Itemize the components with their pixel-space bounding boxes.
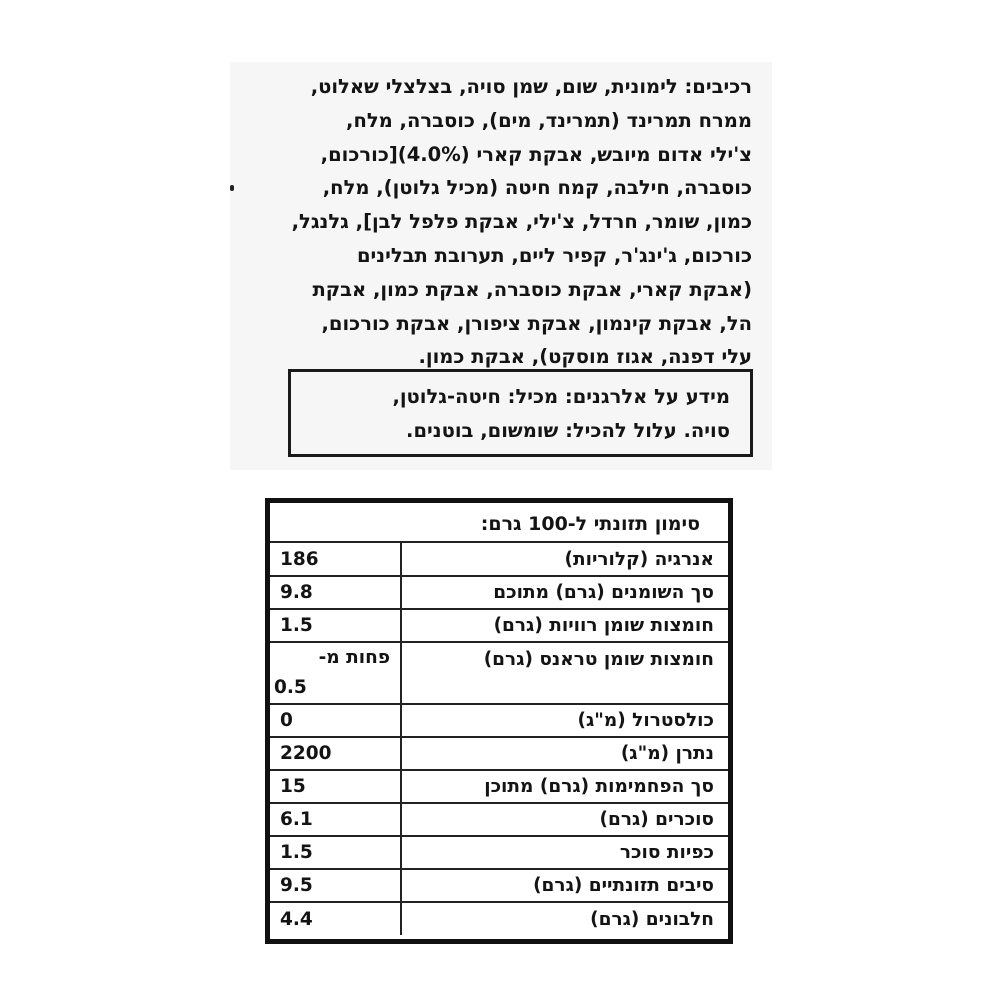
ingredients-line: רכיבים: לימונית, שום, שמן סויה, בצלצלי שאלוט, [310, 75, 752, 98]
nutrition-row [270, 869, 728, 902]
nutrition-row [270, 836, 728, 869]
nutrient-value: 1.5 [270, 609, 401, 642]
nutrient-name: כולסטרול (מ"ג) [401, 704, 728, 737]
ingredients-line: צ'ילי אדום מיובש, אבקת קארי (4.0%)[כורכום, [320, 142, 752, 166]
nutrient-value: 2200 [270, 737, 401, 770]
nutrient-value-prefix: פחות מ- [318, 647, 390, 668]
nutrition-row [270, 737, 728, 770]
nutrient-value: 186 [270, 543, 401, 576]
nutrient-name: סך השומנים (גרם) מתוכם [401, 576, 728, 609]
nutrient-name: סיבים תזונתיים (גרם) [401, 869, 728, 902]
nutrient-value: 0 [270, 704, 401, 737]
allergen-line: מידע על אלרגנים: מכיל: חיטה-גלוטן, [392, 385, 730, 408]
nutrient-name: סך הפחמימות (גרם) מתוכן [401, 770, 728, 803]
nutrition-facts-panel [265, 498, 733, 944]
ingredients-line: כורכום, ג'ינג'ר, קפיר ליים, תערובת תבלינים [356, 243, 752, 267]
ingredients-line: כוסברה, חילבה, קמח חיטה (מכיל גלוטן), מלח, [322, 176, 752, 200]
nutrition-row [270, 770, 728, 803]
nutrient-value: 1.5 [270, 836, 401, 869]
nutrient-value: 9.8 [270, 576, 401, 609]
nutrient-value: 9.5 [270, 869, 401, 902]
ink-speck [230, 185, 234, 191]
ingredients-line: ממרח תמרינד (תמרינד, מים), כוסברה, מלח, [346, 108, 752, 132]
nutrition-row [270, 576, 728, 609]
nutrient-value-number: 0.5 [274, 677, 307, 698]
nutrient-name: כפיות סוכר [401, 836, 728, 869]
nutrition-title: סימון תזונתי ל-100 גרם: [270, 503, 728, 543]
nutrient-value: 15 [270, 770, 401, 803]
nutrient-name: חומצות שומן רוויות (גרם) [401, 609, 728, 642]
nutrition-row [270, 543, 728, 576]
nutrition-row [270, 704, 728, 737]
ingredients-line: הל, אבקת קינמון, אבקת ציפורן, אבקת כורכום, [321, 311, 752, 335]
nutrition-row [270, 803, 728, 836]
nutrition-row [270, 609, 728, 642]
nutrition-row [270, 902, 728, 935]
nutrient-value: 6.1 [270, 803, 401, 836]
ingredients-paragraph [262, 70, 752, 374]
ingredients-line: (אבקת קארי, אבקת כוסברה, אבקת כמון, אבקת [312, 277, 752, 301]
nutrient-name: סוכרים (גרם) [401, 803, 728, 836]
nutrient-name: נתרן (מ"ג) [401, 737, 728, 770]
allergen-line: סויה. עלול להכיל: שומשום, בוטנים. [406, 419, 730, 442]
allergen-info-box [288, 369, 753, 457]
nutrient-value [270, 642, 401, 704]
nutrient-name: אנרגיה (קלוריות) [401, 543, 728, 576]
ingredients-line: כמון, שומר, חרדל, צ'ילי, אבקת פלפל לבן], גלנגל, [291, 210, 752, 234]
nutrient-name: חומצות שומן טראנס (גרם) [401, 642, 728, 704]
nutrient-value: 4.4 [270, 902, 401, 935]
nutrition-row [270, 642, 728, 704]
nutrition-table [270, 543, 728, 935]
nutrient-name: חלבונים (גרם) [590, 908, 714, 930]
ingredients-line: עלי דפנה, אגוז מוסקט), אבקת כמון. [418, 345, 752, 369]
